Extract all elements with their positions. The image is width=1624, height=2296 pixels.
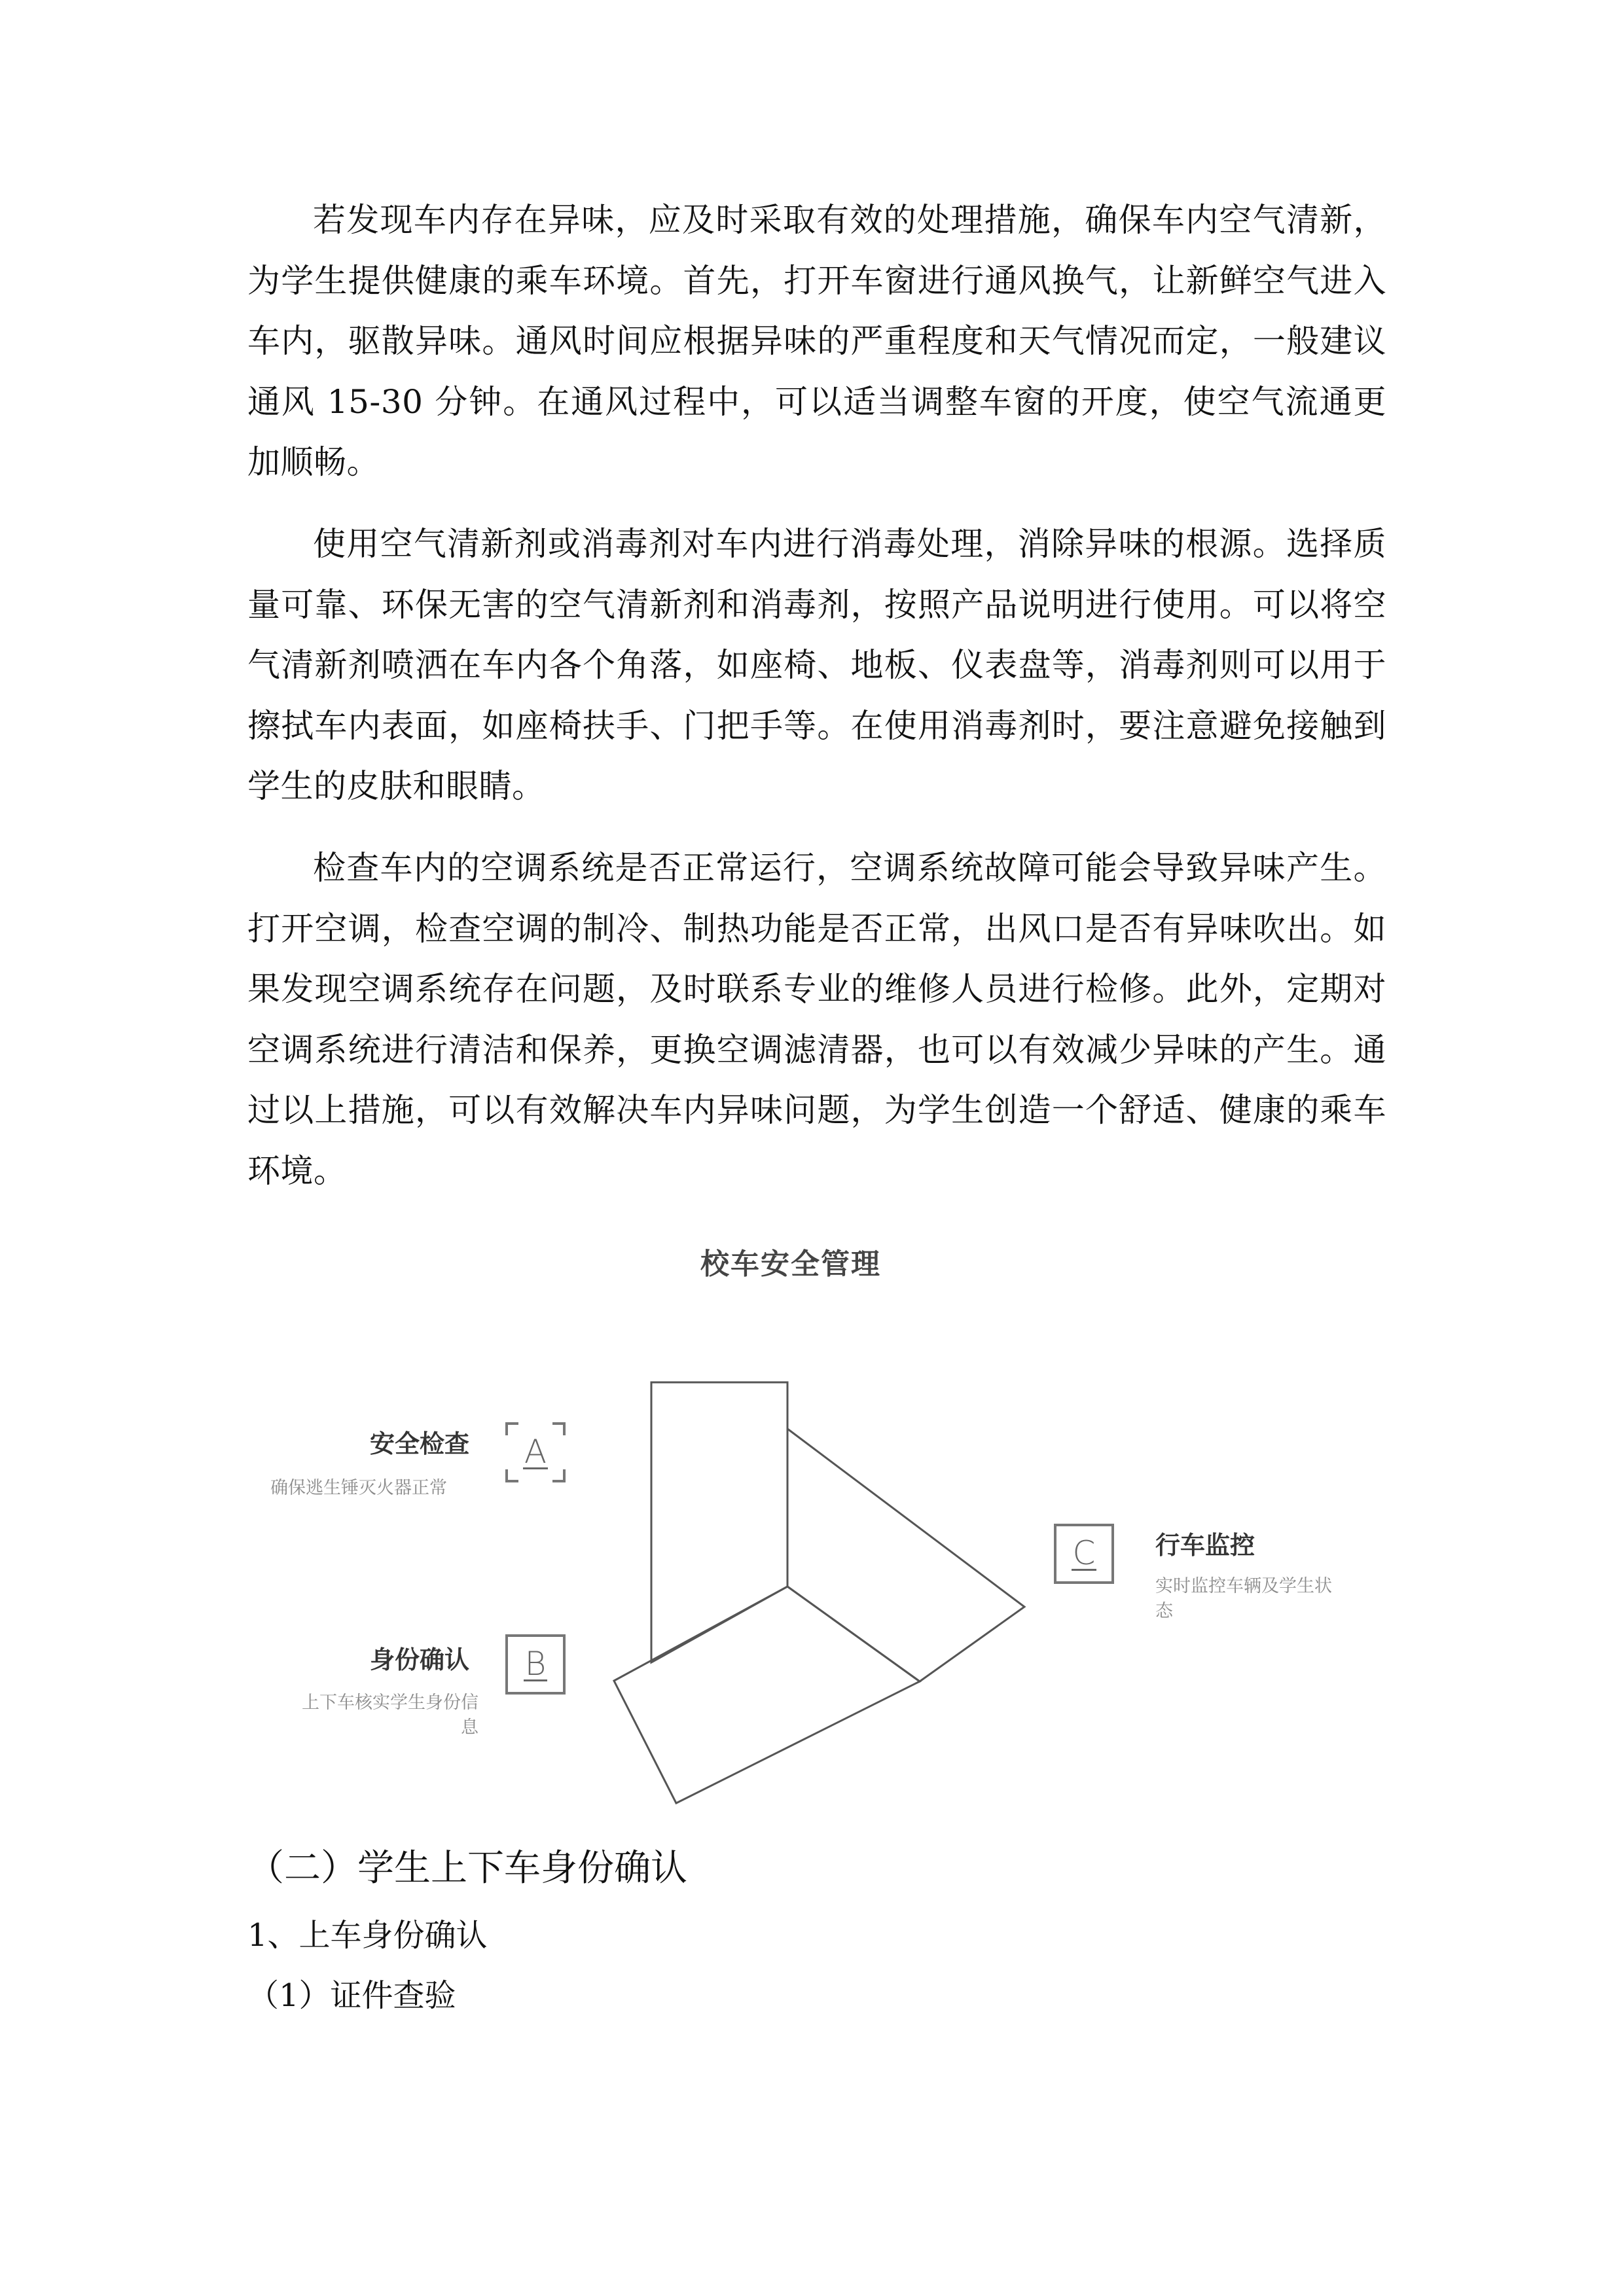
item-b-letter: B bbox=[524, 1644, 547, 1683]
paragraph-disinfection: 使用空气清新剂或消毒剂对车内进行消毒处理，消除异味的根源。选择质量可靠、环保无害的空气清新剂和消毒剂，按照产品说明进行使用。可以将空气清新剂喷洒在车内各个角落，如座椅、地板、仪表盘等，消毒剂则可以用于擦拭车内表面，如座椅扶手、门把手等。在使用消毒剂时，要注意避免接触到学生的皮肤和眼睛。 bbox=[247, 525, 1386, 805]
item-a-title: 安全检查 bbox=[370, 1429, 470, 1458]
item-c-badge bbox=[1054, 1524, 1114, 1584]
item-c-title: 行车监控 bbox=[1155, 1531, 1255, 1560]
diagram-title: 校车安全管理 bbox=[700, 1247, 881, 1281]
item-b-desc: 上下车核实学生身份信 息 bbox=[302, 1693, 478, 1738]
diagram-panel-right bbox=[787, 1429, 1024, 1681]
item-a-letter: A bbox=[524, 1432, 547, 1471]
item-c-letter: C bbox=[1072, 1534, 1096, 1572]
paragraph-air-conditioning: 检查车内的空调系统是否正常运行，空调系统故障可能会导致异味产生。打开空调，检查空调的制冷、制热功能是否正常，出风口是否有异味吹出。如果发现空调系统存在问题，及时联系专业的维修人员进行检修。此外，定期对空调系统进行清洁和保养，更换空调滤清器，也可以有效减少异味的产生。通过以上措施，可以有效解决车内异味问题，为学生创造一个舒适、健康的乘车环境。 bbox=[247, 849, 1386, 1190]
paragraph-ventilation: 若发现车内存在异味，应及时采取有效的处理措施，确保车内空气清新，为学生提供健康的乘车环境。首先，打开车窗进行通风换气，让新鲜空气进入车内，驱散异味。通风时间应根据异味的严重程度和天气情况而定，一般建议通风 15-30 分钟。在通风过程中，可以适当调整车窗的开度，使空气流通更加顺畅。 bbox=[247, 201, 1386, 481]
diagram-panel-bottom bbox=[614, 1587, 920, 1803]
item-c-desc: 实时监控车辆及学生状 态 bbox=[1155, 1576, 1332, 1621]
subheading-id-check: （1）证件查验 bbox=[247, 1977, 456, 2014]
subheading-boarding: 1、上车身份确认 bbox=[247, 1917, 488, 1954]
item-b-title: 身份确认 bbox=[370, 1645, 470, 1674]
section-heading: （二）学生上下车身份确认 bbox=[247, 1847, 687, 1890]
item-b-badge bbox=[505, 1634, 566, 1695]
item-a-desc: 确保逃生锤灭火器正常 bbox=[270, 1478, 447, 1498]
item-a-badge bbox=[505, 1422, 566, 1482]
diagram-panel-vertical bbox=[651, 1382, 787, 1662]
